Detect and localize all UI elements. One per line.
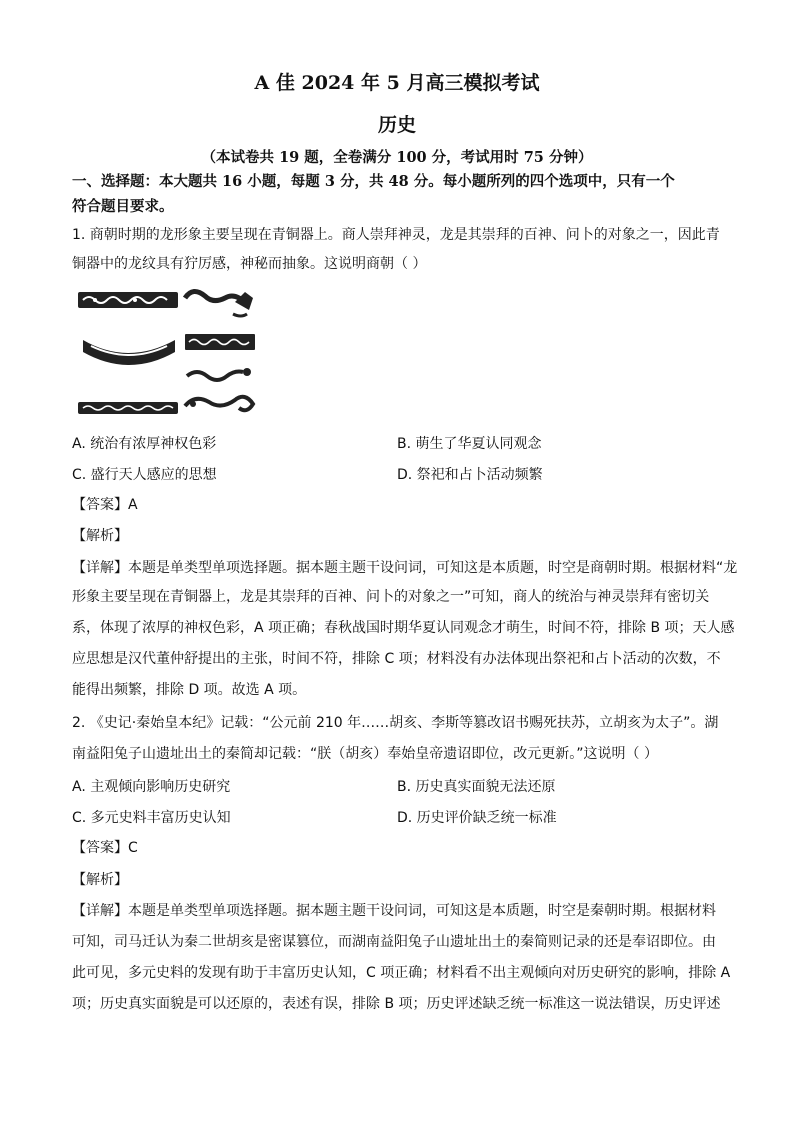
subject-title: 历史 (377, 114, 416, 136)
q2-option-c: C. 多元史料丰富历史认知 (72, 810, 231, 826)
q2-stem-line1: 2. 《史记·秦始皇本纪》记载：“公元前 210 年……胡亥、李斯等篡改诏书赐死扶苏，立胡亥为太子”。湖 (72, 715, 719, 731)
q1-answer: 【答案】A (72, 497, 138, 513)
q1-option-a: A. 统治有浓厚神权色彩 (72, 436, 217, 452)
q2-detail-line3: 此可见，多元史料的发现有助于丰富历史认知，C 项正确；材料看不出主观倾向对历史研究的影响，排除 A (72, 965, 731, 981)
q2-analysis-label: 【解析】 (72, 872, 128, 888)
q2-option-d: D. 历史评价缺乏统一标准 (397, 810, 557, 826)
section-heading-line1: 一、选择题：本大题共 16 小题，每题 3 分，共 48 分。每小题所列的四个选项中，只有一个 (72, 173, 675, 190)
q1-option-d: D. 祭祀和占卜活动频繁 (397, 467, 543, 483)
q2-detail-line4: 项；历史真实面貌是可以还原的，表述有误，排除 B 项；历史评述缺乏统一标准这一说法错误，历史评述 (72, 996, 721, 1012)
exam-title: A 佳 2024 年 5 月高三模拟考试 (254, 72, 540, 94)
q2-answer: 【答案】C (72, 840, 138, 856)
exam-note: （本试卷共 19 题，全卷满分 100 分，考试用时 75 分钟） (201, 149, 593, 166)
q1-option-c: C. 盛行天人感应的思想 (72, 467, 217, 483)
dragon-pattern-figure (75, 284, 260, 424)
q1-detail-line4: 应思想是汉代董仲舒提出的主张，时间不符，排除 C 项；材料没有办法体现出祭祀和占卜活动的次数，不 (72, 651, 721, 667)
q1-stem-line1: 1. 商朝时期的龙形象主要呈现在青铜器上。商人崇拜神灵，龙是其崇拜的百神、问卜的对象之一，因此青 (72, 227, 720, 243)
q2-detail-line1: 【详解】本题是单类型单项选择题。据本题主题干设问词，可知这是本质题，时空是秦朝时期。根据材料 (72, 903, 716, 919)
dragon-arc (83, 340, 175, 365)
q1-detail-line3: 系，体现了浓厚的神权色彩，A 项正确；春秋战国时期华夏认同观念才萌生，时间不符，排除 B 项；天人感 (72, 620, 735, 636)
q2-detail-line2: 可知，司马迁认为秦二世胡亥是密谋篡位，而湖南益阳兔子山遗址出土的秦简则记录的还是奉诏即位。由 (72, 934, 716, 950)
q2-option-b: B. 历史真实面貌无法还原 (397, 779, 556, 795)
q1-option-b: B. 萌生了华夏认同观念 (397, 436, 542, 452)
q1-analysis-label: 【解析】 (72, 528, 128, 544)
q1-detail-line2: 形象主要呈现在青铜器上，龙是其崇拜的百神、问卜的对象之一”可知，商人的统治与神灵崇拜有密切关 (72, 589, 710, 605)
q1-detail-line1: 【详解】本题是单类型单项选择题。据本题主题干设问词，可知这是本质题，时空是商朝时期。根据材料“龙 (72, 560, 738, 576)
dragon-motif-2 (187, 372, 243, 381)
q1-stem-line2: 铜器中的龙纹具有狞厉感，神秘而抽象。这说明商朝（ ） (72, 256, 427, 272)
q1-detail-line5: 能得出频繁，排除 D 项。故选 A 项。 (72, 682, 307, 698)
q2-option-a: A. 主观倾向影响历史研究 (72, 779, 231, 795)
q2-stem-line2: 南益阳兔子山遗址出土的秦简却记载：“朕（胡亥）奉始皇帝遗诏即位，改元更新。”这说明（ ） (72, 746, 658, 762)
section-heading-line2: 符合题目要求。 (72, 198, 174, 215)
